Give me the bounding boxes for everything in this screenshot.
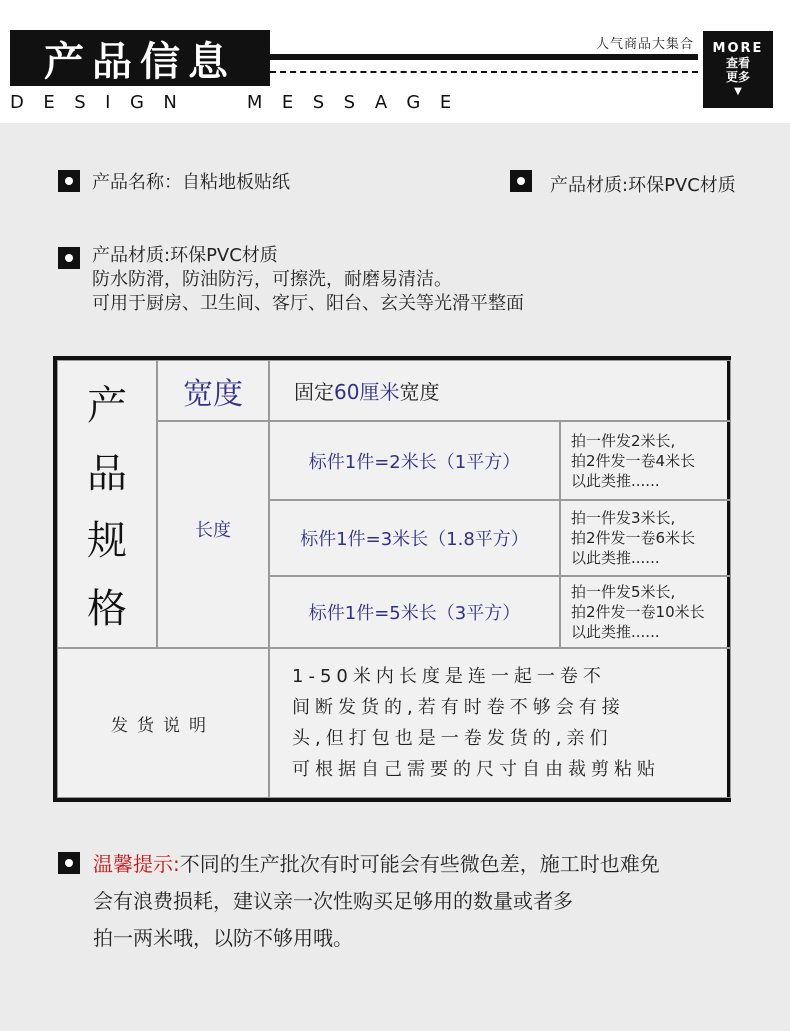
note-line: 以此类推......: [571, 471, 660, 490]
shipping-label: [57, 648, 269, 798]
note-line: 以此类推......: [571, 623, 660, 641]
width-label-text: 宽度: [183, 376, 243, 412]
triangle-down-icon: ▼: [734, 85, 742, 97]
design-message-subtitle: DESIGN MESSAGE: [10, 92, 471, 113]
more-label: MORE: [712, 40, 764, 56]
note-line: 拍2件发一卷4米长: [571, 451, 696, 470]
warm-tip-line-1: 不同的生产批次有时可能会有些微色差，施工时也难免: [179, 852, 660, 876]
more-label-cn1: 查看: [725, 55, 750, 70]
length-value-text: 标件1件=2米长（1平方）: [308, 451, 521, 473]
warm-tip: [93, 846, 660, 957]
header-dashed-rule: [270, 71, 698, 73]
width-suffix: 宽度: [399, 380, 440, 404]
spec-label-cell: [57, 360, 157, 648]
product-feature-2: 可用于厨房、卫生间、客厅、阳台、玄关等光滑平整面: [92, 293, 524, 314]
length-label-text: 长度: [195, 520, 231, 541]
spec-label-char: 品: [87, 450, 127, 497]
shipping-line: 间断发货的,若有时卷不够会有接: [292, 697, 625, 718]
section-title: 产品信息: [10, 30, 270, 86]
width-value: [269, 360, 731, 421]
length-label: [157, 421, 269, 648]
spec-label-char: 规: [87, 518, 127, 565]
length-row-value: [269, 576, 560, 648]
length-row-note: [560, 576, 731, 648]
shipping-line: 可根据自己需要的尺寸自由裁剪粘贴: [292, 759, 660, 780]
bullet-icon: [58, 852, 80, 874]
more-button[interactable]: [703, 31, 773, 108]
warm-tip-line-3: 拍一两米哦，以防不够用哦。: [93, 926, 353, 950]
header-rule: [270, 54, 698, 60]
length-row-note: [560, 500, 731, 576]
shipping-line: 头,但打包也是一卷发货的,亲们: [292, 728, 613, 749]
spec-label-char: 格: [87, 585, 127, 632]
length-row-value: [269, 421, 560, 500]
spec-label-char: 产: [87, 383, 127, 430]
warm-tip-line-2: 会有浪费损耗，建议亲一次性购买足够用的数量或者多: [93, 889, 573, 913]
width-prefix: 固定: [294, 380, 334, 404]
more-label-cn2: 更多: [725, 69, 750, 84]
shipping-label-text: 发货说明: [111, 715, 215, 736]
length-value-text: 标件1件=3米长（1.8平方）: [300, 529, 529, 550]
bullet-icon: [58, 170, 80, 192]
tagline: 人气商品大集合: [595, 37, 694, 52]
product-material: 产品材质:环保PVC材质: [92, 245, 278, 266]
warm-tip-label: 温馨提示:: [93, 852, 180, 876]
note-line: 拍2件发一卷10米长: [571, 603, 705, 621]
shipping-description: [269, 648, 731, 798]
product-description: [92, 244, 524, 316]
product-material-right: 产品材质:环保PVC材质: [550, 175, 736, 196]
product-feature-1: 防水防滑，防油防污，可擦洗，耐磨易清洁。: [92, 269, 452, 290]
length-row-value: [269, 500, 560, 576]
header: [0, 0, 790, 123]
bullet-icon: [510, 170, 532, 192]
product-name: 产品名称：自粘地板贴纸: [92, 172, 290, 193]
width-number: 60厘米: [334, 380, 400, 404]
width-label: [157, 360, 269, 421]
note-line: 拍2件发一卷6米长: [571, 529, 696, 547]
length-value-text: 标件1件=5米长（3平方）: [308, 603, 521, 624]
shipping-line: 1-50米内长度是连一起一卷不: [292, 666, 606, 687]
spec-table: [53, 356, 731, 802]
length-row-note: [560, 421, 731, 500]
note-line: 拍一件发2米长,: [571, 431, 676, 450]
note-line: 拍一件发5米长,: [571, 583, 676, 601]
bullet-icon: [58, 247, 80, 269]
note-line: 以此类推......: [571, 549, 660, 567]
note-line: 拍一件发3米长,: [571, 509, 676, 527]
